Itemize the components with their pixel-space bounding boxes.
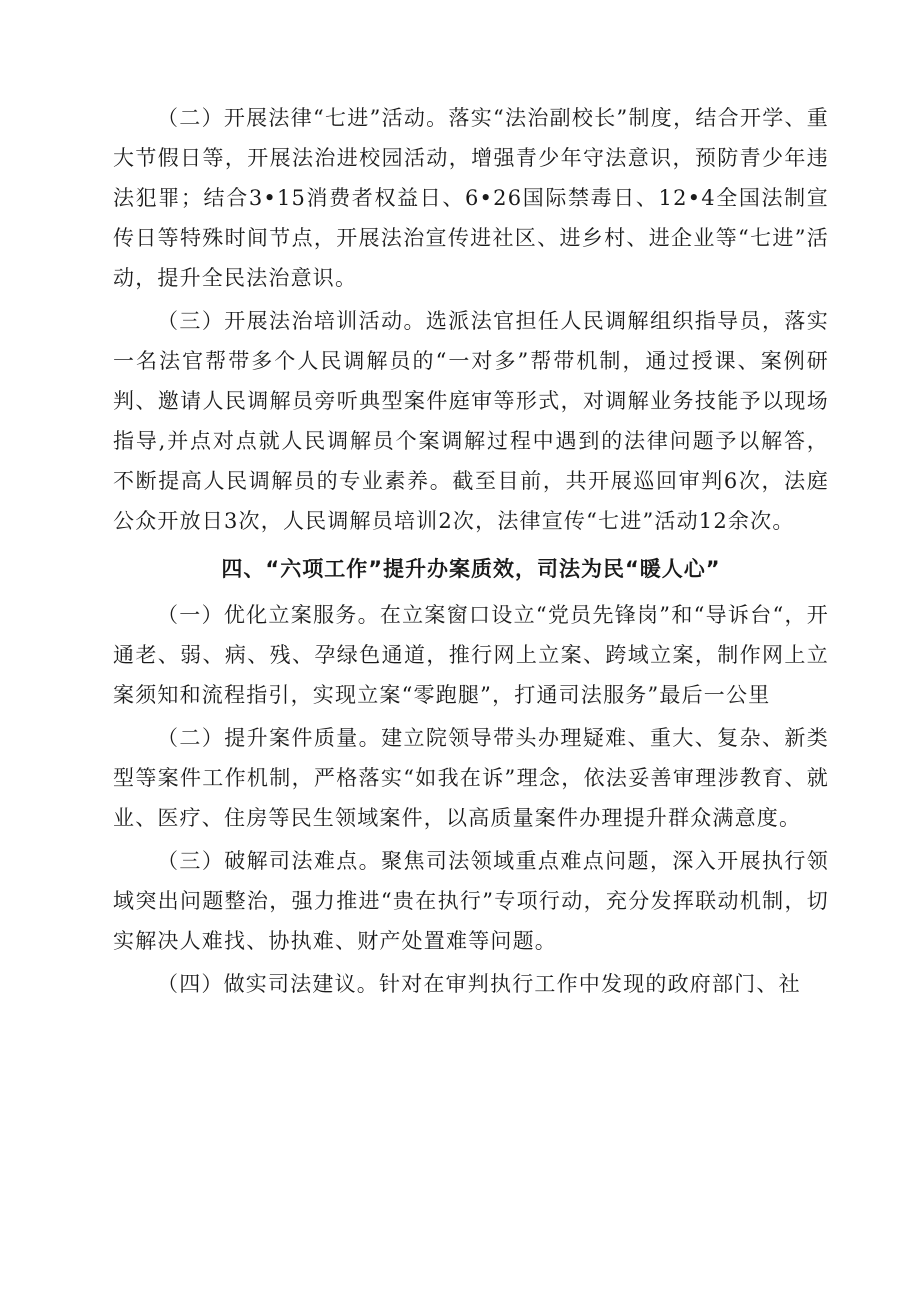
paragraph-optimize-filing-service: （一）优化立案服务。在立案窗口设立“党员先锋岗”和“导诉台“，开通老、弱、病、残、孕绿色通道，推行网上立案、跨域立案，制作网上立案须知和流程指引，实现立案“零跑腿”，打通司法服务”最后一公里: [113, 603, 829, 707]
document-body: [113, 98, 829, 1004]
paragraph-judicial-suggestions: （四）做实司法建议。针对在审判执行工作中发现的政府部门、社: [157, 972, 801, 996]
section-heading: 四、“六项工作”提升办案质效，司法为民“暖人心”: [221, 557, 721, 581]
paragraph-improve-case-quality: （二）提升案件质量。建立院领导带头办理疑难、重大、复杂、新类型等案件工作机制，严格落实“如我在诉”理念，依法妥善审理涉教育、就业、医疗、住房等民生领域案件，以高质量案件办理提升群众满意度。: [113, 726, 829, 830]
paragraph-law-seven-entries: （二）开展法律“七进”活动。落实“法治副校长”制度，结合开学、重大节假日等，开展法治进校园活动，增强青少年守法意识，预防青少年违法犯罪；结合3•15消费者权益日、6•26国际禁毒日、12•4全国法制宣传日等特殊时间节点，开展法治宣传进社区、进乡村、进企业等“七进”活动，提升全民法治意识。: [113, 106, 829, 290]
paragraph-rule-of-law-training: （三）开展法治培训活动。选派法官担任人民调解组织指导员，落实一名法官帮带多个人民调解员的“一对多”帮带机制，通过授课、案例研判、邀请人民调解员旁听典型案件庭审等形式，对调解业务技能予以现场指导,并点对点就人民调解员个案调解过程中遇到的法律问题予以解答，不断提高人民调解员的专业素养。截至目前，共开展巡回审判6次，法庭公众开放日3次，人民调解员培训2次，法律宣传“七进”活动12余次。: [113, 309, 829, 533]
paragraph-solve-judicial-difficulties: （三）破解司法难点。聚焦司法领域重点难点问题，深入开展执行领域突出问题整治，强力推进“贵在执行”专项行动，充分发挥联动机制，切实解决人难找、协执难、财产处置难等问题。: [113, 849, 829, 953]
